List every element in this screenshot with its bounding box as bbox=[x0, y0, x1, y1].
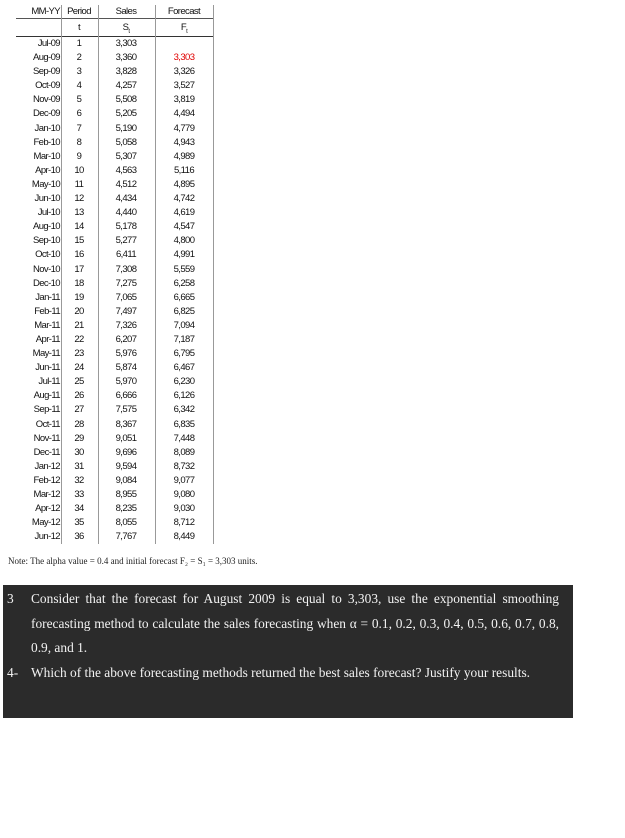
month-cell: Apr-12 bbox=[35, 503, 60, 515]
month-cell: Sep-11 bbox=[33, 404, 60, 416]
period-cell: 21 bbox=[74, 319, 84, 331]
question-number: 4- bbox=[7, 664, 19, 680]
month-cell: Jan-10 bbox=[34, 122, 60, 134]
forecast-cell: 8,449 bbox=[173, 531, 195, 543]
table-row bbox=[16, 37, 213, 51]
forecast-cell: 6,825 bbox=[173, 305, 195, 317]
sales-cell: 8,235 bbox=[115, 503, 137, 515]
period-cell: 11 bbox=[74, 178, 84, 190]
sales-cell: 5,058 bbox=[115, 136, 137, 148]
month-cell: Apr-10 bbox=[35, 164, 60, 176]
question-text: Consider that the forecast for August 2009 is equal to 3,303, use the exponential smoothing forecasting method to calculate the sales forecasting when α = 0.1, 0.2, 0.3, 0.4, 0.5, 0.6, 0.7, 0.8, 0.9, and 1. bbox=[31, 591, 559, 655]
month-cell: Oct-10 bbox=[35, 249, 60, 261]
month-cell: Jul-11 bbox=[38, 376, 60, 388]
question-box bbox=[3, 585, 573, 718]
sales-cell: 3,303 bbox=[115, 38, 137, 49]
month-cell: Feb-11 bbox=[34, 305, 60, 317]
sales-cell: 3,828 bbox=[115, 66, 137, 78]
period-cell: 13 bbox=[74, 207, 84, 219]
month-cell: Jun-10 bbox=[34, 193, 60, 205]
forecast-cell: 3,819 bbox=[173, 94, 195, 106]
period-cell: 34 bbox=[74, 503, 84, 515]
alpha-note: Note: The alpha value = 0.4 and initial forecast F₂ = S₁ = 3,303 units. bbox=[8, 556, 258, 566]
table-row bbox=[16, 516, 213, 530]
table-row bbox=[16, 432, 213, 446]
table-row bbox=[16, 206, 213, 220]
table-row bbox=[16, 93, 213, 107]
month-cell: Aug-10 bbox=[32, 221, 60, 233]
sales-cell: 7,065 bbox=[115, 291, 137, 303]
month-cell: Oct-11 bbox=[35, 418, 60, 430]
sales-cell: 7,275 bbox=[115, 277, 137, 289]
month-cell: May-10 bbox=[31, 178, 60, 190]
table-row bbox=[16, 277, 213, 291]
period-cell: 1 bbox=[76, 38, 82, 49]
table-body bbox=[16, 37, 213, 544]
month-cell: Jul-09 bbox=[37, 38, 60, 49]
sales-column-header: Sales bbox=[115, 6, 137, 17]
month-cell: Feb-12 bbox=[33, 474, 60, 486]
table-row bbox=[16, 488, 213, 502]
period-cell: 26 bbox=[74, 390, 84, 402]
month-cell: Dec-10 bbox=[32, 277, 60, 289]
period-cell: 9 bbox=[76, 150, 82, 162]
sales-cell: 4,563 bbox=[115, 164, 137, 176]
month-cell: Sep-09 bbox=[32, 66, 60, 78]
sales-cell: 5,874 bbox=[115, 362, 137, 374]
month-cell: Aug-11 bbox=[33, 390, 60, 402]
forecast-cell: 5,116 bbox=[173, 164, 195, 176]
table-row bbox=[16, 375, 213, 389]
table-row bbox=[16, 122, 213, 136]
table-row bbox=[16, 291, 213, 305]
forecast-symbol: $F_t$ bbox=[180, 22, 188, 35]
period-cell: 20 bbox=[74, 305, 84, 317]
column-divider bbox=[98, 5, 99, 544]
sales-cell: 8,367 bbox=[115, 418, 137, 430]
sales-cell: 7,767 bbox=[115, 531, 137, 543]
month-cell: Aug-09 bbox=[32, 52, 60, 64]
period-cell: 23 bbox=[74, 348, 84, 360]
sales-cell: 9,084 bbox=[115, 474, 137, 486]
forecast-cell: 8,712 bbox=[173, 517, 195, 529]
month-cell: Jul-10 bbox=[37, 207, 60, 219]
sales-cell: 6,207 bbox=[115, 333, 137, 345]
month-cell: Nov-11 bbox=[33, 432, 60, 444]
period-cell: 28 bbox=[74, 418, 84, 430]
forecast-cell: 9,077 bbox=[173, 474, 195, 486]
table-row bbox=[16, 347, 213, 361]
period-cell: 33 bbox=[74, 489, 84, 500]
sales-cell: 9,051 bbox=[115, 432, 137, 444]
table-row bbox=[16, 460, 213, 474]
table-row bbox=[16, 502, 213, 516]
month-cell: May-11 bbox=[32, 348, 60, 360]
sales-symbol: $S_t$ bbox=[122, 22, 130, 35]
forecast-cell: 5,559 bbox=[173, 263, 195, 275]
forecast-cell: 6,795 bbox=[173, 348, 195, 360]
sales-cell: 3,360 bbox=[115, 52, 137, 64]
table-row bbox=[16, 389, 213, 403]
sales-cell: 5,508 bbox=[115, 94, 137, 106]
month-cell: Mar-12 bbox=[33, 489, 60, 500]
table-row bbox=[16, 361, 213, 375]
sales-cell: 8,955 bbox=[115, 489, 137, 500]
table-row bbox=[16, 192, 213, 206]
period-cell: 5 bbox=[76, 94, 82, 106]
month-cell: Jun-11 bbox=[35, 362, 60, 374]
forecast-cell: 4,742 bbox=[173, 193, 195, 205]
month-cell: Mar-11 bbox=[34, 319, 60, 331]
month-cell: Jan-11 bbox=[35, 291, 60, 303]
forecast-cell: 6,342 bbox=[173, 404, 195, 416]
forecast-cell: 6,467 bbox=[173, 362, 195, 374]
period-cell: 3 bbox=[76, 66, 82, 78]
sales-cell: 5,205 bbox=[115, 108, 137, 120]
question-number: 3 bbox=[7, 591, 14, 606]
forecast-cell: 8,089 bbox=[173, 446, 195, 458]
question-text: Which of the above forecasting methods returned the best sales forecast? Justify your results. bbox=[31, 664, 531, 680]
period-cell: 22 bbox=[74, 333, 84, 345]
sales-cell: 6,411 bbox=[115, 249, 137, 261]
table-row bbox=[16, 234, 213, 248]
period-cell: 12 bbox=[74, 193, 84, 205]
sales-cell: 4,440 bbox=[115, 207, 137, 219]
sales-cell: 7,497 bbox=[115, 305, 137, 317]
table-row bbox=[16, 65, 213, 79]
period-cell: 25 bbox=[74, 376, 84, 388]
forecast-cell: 4,547 bbox=[173, 221, 195, 233]
forecast-cell: 7,094 bbox=[173, 319, 195, 331]
month-cell: Mar-10 bbox=[33, 150, 60, 162]
period-cell: 7 bbox=[76, 122, 82, 134]
table-row bbox=[16, 136, 213, 150]
table-row bbox=[16, 333, 213, 347]
month-cell: Sep-10 bbox=[32, 235, 60, 247]
table-row bbox=[16, 403, 213, 417]
period-cell: 18 bbox=[74, 277, 84, 289]
forecast-cell: 6,126 bbox=[173, 390, 195, 402]
table-row bbox=[16, 164, 213, 178]
table-row bbox=[16, 150, 213, 164]
sales-cell: 9,696 bbox=[115, 446, 137, 458]
month-cell: May-12 bbox=[31, 517, 60, 529]
period-cell: 17 bbox=[74, 263, 84, 275]
table-subheader-row bbox=[16, 19, 213, 37]
table-row bbox=[16, 178, 213, 192]
forecast-cell: 4,943 bbox=[173, 136, 195, 148]
period-cell: 15 bbox=[74, 235, 84, 247]
question-4 bbox=[3, 661, 559, 686]
period-cell: 19 bbox=[74, 291, 84, 303]
column-divider bbox=[155, 5, 156, 544]
forecast-column-header: Forecast bbox=[167, 6, 201, 17]
period-cell: 32 bbox=[74, 474, 84, 486]
month-cell: Dec-09 bbox=[32, 108, 60, 120]
period-cell: 24 bbox=[74, 362, 84, 374]
column-divider bbox=[61, 5, 62, 544]
column-divider bbox=[213, 5, 214, 544]
forecast-cell: 4,619 bbox=[173, 207, 195, 219]
table-row bbox=[16, 418, 213, 432]
period-column-header: Period bbox=[67, 6, 91, 17]
table-row bbox=[16, 107, 213, 121]
period-cell: 6 bbox=[76, 108, 82, 120]
sales-cell: 6,666 bbox=[115, 390, 137, 402]
month-column-header: MM-YY bbox=[31, 6, 60, 17]
month-cell: Oct-09 bbox=[35, 80, 60, 92]
table-row bbox=[16, 446, 213, 460]
period-cell: 35 bbox=[74, 517, 84, 529]
forecast-cell: 6,665 bbox=[173, 291, 195, 303]
month-cell: Dec-11 bbox=[33, 446, 60, 458]
sales-cell: 5,970 bbox=[115, 376, 137, 388]
period-cell: 4 bbox=[76, 80, 82, 92]
month-cell: Jan-12 bbox=[34, 460, 60, 472]
forecast-cell: 6,835 bbox=[173, 418, 195, 430]
forecast-cell: 4,779 bbox=[173, 122, 195, 134]
forecast-cell: 3,326 bbox=[173, 66, 195, 78]
table-row bbox=[16, 305, 213, 319]
period-cell: 36 bbox=[74, 531, 84, 543]
sales-cell: 5,190 bbox=[115, 122, 137, 134]
sales-cell: 7,326 bbox=[115, 319, 137, 331]
period-cell: 14 bbox=[74, 221, 84, 233]
forecast-cell: 3,303 bbox=[173, 52, 195, 64]
forecast-cell: 9,080 bbox=[173, 489, 195, 500]
sales-cell: 7,575 bbox=[115, 404, 137, 416]
forecast-cell: 4,989 bbox=[173, 150, 195, 162]
forecast-cell: 4,895 bbox=[173, 178, 195, 190]
forecast-cell: 4,991 bbox=[173, 249, 195, 261]
sales-cell: 5,976 bbox=[115, 348, 137, 360]
sales-cell: 4,257 bbox=[115, 80, 137, 92]
period-cell: 16 bbox=[74, 249, 84, 261]
forecast-cell: 6,258 bbox=[173, 277, 195, 289]
forecast-cell: 8,732 bbox=[173, 460, 195, 472]
sales-cell: 4,434 bbox=[115, 193, 137, 205]
month-cell: Jun-12 bbox=[34, 531, 60, 543]
forecast-cell: 9,030 bbox=[173, 503, 195, 515]
forecast-cell: 6,230 bbox=[173, 376, 195, 388]
month-cell: Nov-10 bbox=[32, 263, 60, 275]
table-row bbox=[16, 220, 213, 234]
sales-forecast-table bbox=[16, 5, 213, 544]
period-cell: 27 bbox=[74, 404, 84, 416]
table-header-row bbox=[16, 5, 213, 19]
sales-cell: 5,307 bbox=[115, 150, 137, 162]
table-row bbox=[16, 263, 213, 277]
forecast-cell: 4,494 bbox=[173, 108, 195, 120]
sales-cell: 7,308 bbox=[115, 263, 137, 275]
table-row bbox=[16, 79, 213, 93]
period-symbol: t bbox=[77, 22, 81, 33]
period-cell: 29 bbox=[74, 432, 84, 444]
period-cell: 31 bbox=[74, 460, 84, 472]
month-cell: Nov-09 bbox=[32, 94, 60, 106]
sales-cell: 8,055 bbox=[115, 517, 137, 529]
period-cell: 2 bbox=[76, 52, 82, 64]
table-row bbox=[16, 474, 213, 488]
forecast-cell: 7,187 bbox=[173, 333, 195, 345]
month-cell: Apr-11 bbox=[35, 333, 60, 345]
question-3 bbox=[3, 587, 559, 661]
forecast-cell: 3,527 bbox=[173, 80, 195, 92]
table-row bbox=[16, 248, 213, 262]
period-cell: 30 bbox=[74, 446, 84, 458]
sales-cell: 4,512 bbox=[115, 178, 137, 190]
sales-cell: 9,594 bbox=[115, 460, 137, 472]
sales-cell: 5,277 bbox=[115, 235, 137, 247]
table-row bbox=[16, 319, 213, 333]
forecast-cell: 4,800 bbox=[173, 235, 195, 247]
period-cell: 10 bbox=[74, 164, 84, 176]
forecast-cell: 7,448 bbox=[173, 432, 195, 444]
table-row bbox=[16, 530, 213, 544]
period-cell: 8 bbox=[76, 136, 82, 148]
month-cell: Feb-10 bbox=[33, 136, 60, 148]
sales-cell: 5,178 bbox=[115, 221, 137, 233]
table-row bbox=[16, 51, 213, 65]
